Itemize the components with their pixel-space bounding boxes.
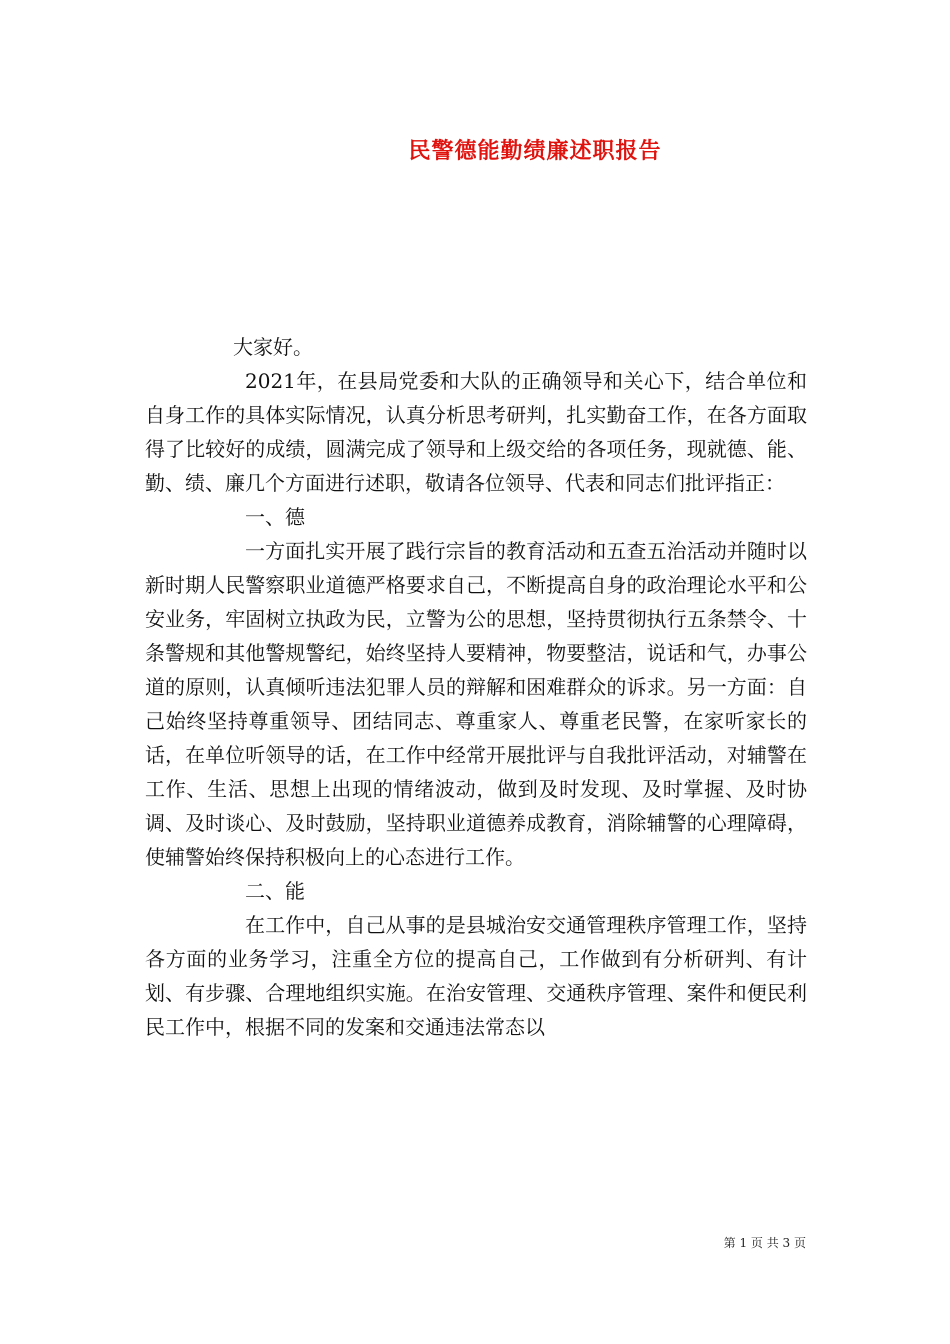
section-heading: 一、德	[245, 505, 305, 529]
section-paragraph: 在工作中，自己从事的是县城治安交通管理秩序管理工作，坚持各方面的业务学习，注重全方位的提高自己，工作做到有分析研判、有计划、有步骤、合理地组织实施。在治安管理、交通秩序管理、案件和便民利民工作中，根据不同的发案和交通违法常态以	[145, 913, 807, 1039]
document-title: 民警德能勤绩廉述职报告	[408, 138, 662, 164]
greeting-paragraph: 大家好。	[233, 335, 313, 359]
intro-paragraph: 2021年，在县局党委和大队的正确领导和关心下，结合单位和自身工作的具体实际情况，认真分析思考研判，扎实勤奋工作，在各方面取得了比较好的成绩，圆满完成了领导和上级交给的各项任务，现就德、能、勤、绩、廉几个方面进行述职，敬请各位领导、代表和同志们批评指正：	[145, 369, 807, 495]
section-heading: 二、能	[245, 879, 305, 903]
page-footer: 第 1 页 共 3 页	[723, 1236, 806, 1250]
document-body	[145, 330, 807, 1044]
section-paragraph: 一方面扎实开展了践行宗旨的教育活动和五查五治活动并随时以新时期人民警察职业道德严格要求自己，不断提高自身的政治理论水平和公安业务，牢固树立执政为民，立警为公的思想，坚持贯彻执行五条禁令、十条警规和其他警规警纪，始终坚持人要精神，物要整洁，说话和气，办事公道的原则，认真倾听违法犯罪人员的辩解和困难群众的诉求。另一方面：自己始终坚持尊重领导、团结同志、尊重家人、尊重老民警，在家听家长的话，在单位听领导的话，在工作中经常开展批评与自我批评活动，对辅警在工作、生活、思想上出现的情绪波动，做到及时发现、及时掌握、及时协调、及时谈心、及时鼓励，坚持职业道德养成教育，消除辅警的心理障碍，使辅警始终保持积极向上的心态进行工作。	[145, 539, 807, 869]
